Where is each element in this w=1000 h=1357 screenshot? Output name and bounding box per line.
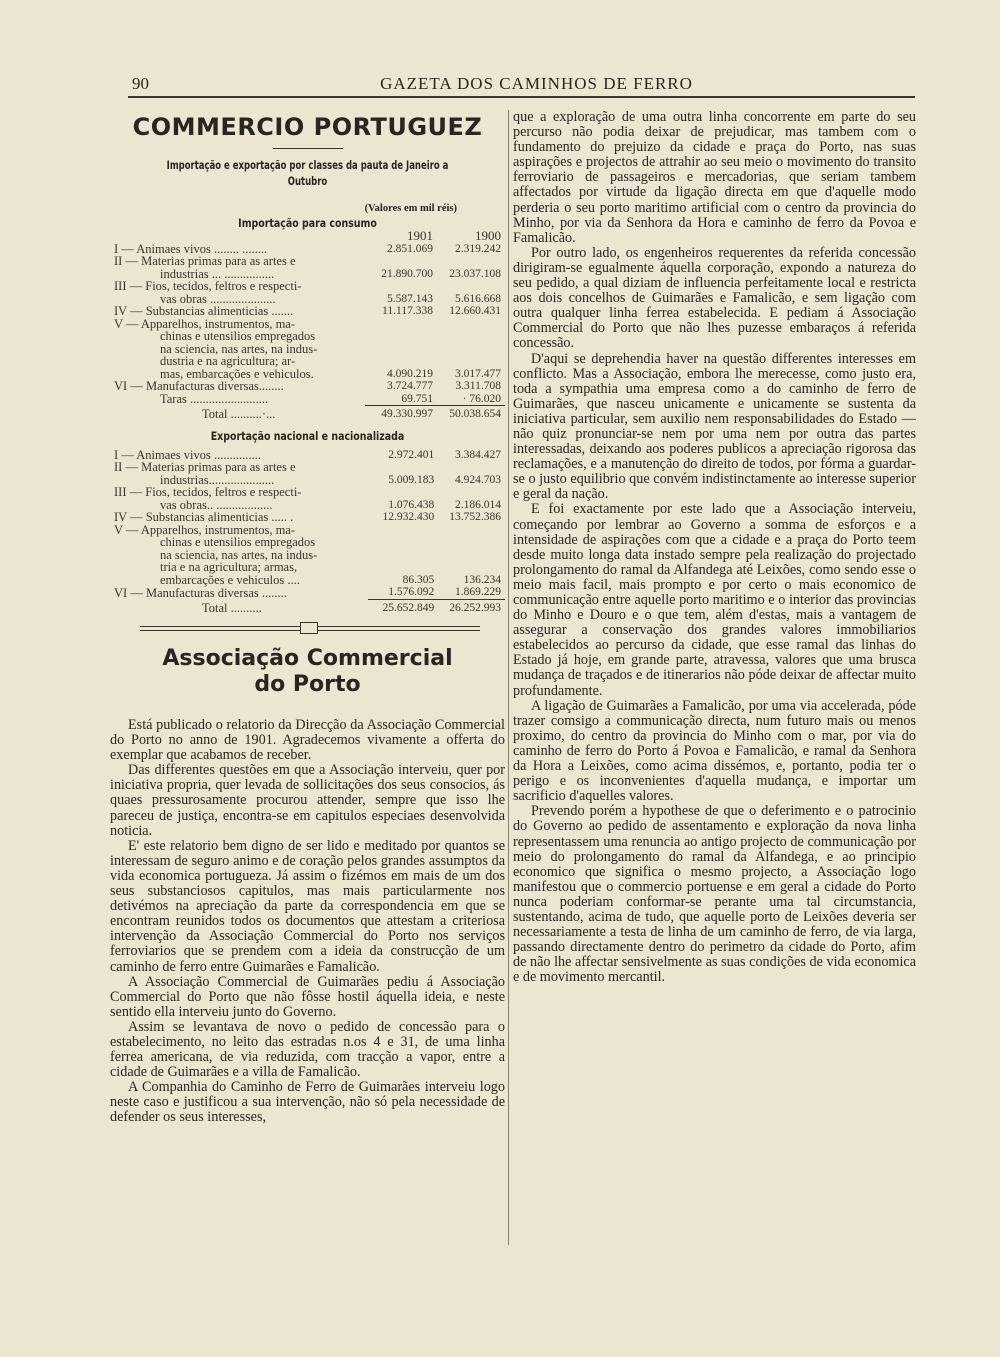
value-1901 [365, 343, 433, 356]
class-number: III — [114, 279, 143, 293]
value-1901: 1.576.092 [388, 586, 435, 598]
paragraph: A Companhia do Caminho de Ferro de Guimarães interveiu logo neste caso e justificou a sua intervenção, não só pela necessidade de defender os seus interesses, [110, 1079, 505, 1126]
value-1900: 3.384.427 [455, 448, 501, 461]
class-label: Fios, tecidos, feltros e respecti- [145, 485, 302, 499]
paragraph: A Associação Commercial de Guimarães pediu á Associação Commercial do Porto que não fôsse hostil áquella ideia, e neste sentido ella interveiu junto do Governo. [110, 973, 505, 1020]
value-1901 [368, 536, 435, 549]
right-column [513, 110, 916, 985]
class-label: Animaes vivos ........ ........ [136, 241, 268, 256]
value-1900: 4.924.703 [455, 473, 501, 486]
year-1900: 1900 [475, 228, 501, 243]
column-divider [508, 110, 509, 1245]
paragraph: Por outro lado, os engenheiros requerentes da referida concessão dirigiram-se egualmente áquella corporação, expondo a natureza do seu pedido, a qual diziam de influencia perfeitamente local e restricta aos dois concelhos de Guimarães e Famalicão, e sem ligação com outra qualquer linha ferrea estabelecida. E pediam á Associação Commercial do Porto que não lhes puzesse embaraços á referida concessão. [513, 244, 916, 352]
value-1900: 5.616.668 [455, 292, 501, 305]
class-label: industrias..................... [160, 472, 275, 487]
value-1901 [365, 355, 433, 368]
table-row [110, 586, 505, 599]
paragraph: E' este relatorio bem digno de ser lido e meditado por quantos se interessam de seguro animo e de coração pelos grandes assumptos da vida economica portugueza. Já assim o fizémos em mais de um dos seus substanciosos capitulos, mas mais particularmente nos detivémos na apreciação da parte da correspondencia em que se encontram reunidos todos os documentos que attestam a criteriosa intervenção da Associação Commercial do Porto nos serviços ferroviarios que se prendem com a ideia da construcção de um caminho de ferro entre Guimarães e Famalicão. [110, 837, 505, 975]
associacao-title-line1: Associação Commercial [162, 646, 453, 671]
total-row [110, 599, 505, 614]
class-label: Apparelhos, instrumentos, ma- [140, 522, 296, 537]
class-number: I — [114, 447, 134, 462]
value-1900 [433, 318, 505, 331]
class-number: VI — [114, 379, 143, 393]
total-1900: 50.038.654 [433, 406, 505, 421]
class-label: embarcações e vehiculos .... [160, 572, 300, 587]
import-table [110, 230, 505, 421]
class-label: Fios, tecidos, feltros e respecti- [145, 279, 302, 293]
left-column [110, 110, 505, 1126]
export-heading: Exportação nacional e nacionalizada [210, 428, 405, 443]
import-heading: Importação para consumo [238, 216, 377, 230]
value-1900 [433, 343, 505, 356]
units-note: (Valores em mil réis) [364, 203, 457, 214]
value-1900: 2.319.242 [455, 242, 501, 255]
class-number: V — [114, 316, 139, 331]
value-1901: 21.890.700 [381, 267, 433, 280]
paragraph: Está publicado o relatorio da Direcção da Associação Commercial do Porto no anno de 1901. Agradecemos vivamente a offerta do exemplar que acabamos de receber. [110, 717, 505, 764]
class-label: Manufacturas diversas........ [145, 379, 284, 393]
class-label: chinas e utensilios empregados [160, 535, 316, 549]
class-label: na sciencia, nas artes, na indus- [160, 341, 318, 356]
class-label: Materias primas para as artes e [141, 460, 296, 474]
value-1900: 23.037.108 [449, 267, 501, 280]
value-1901 [365, 280, 433, 293]
total-label: Total ..........·... [202, 407, 276, 421]
class-label: Apparelhos, instrumentos, ma- [140, 316, 296, 331]
value-1901: 11.117.338 [382, 305, 433, 317]
value-1901: 1.076.438 [388, 498, 435, 511]
class-label: chinas e utensilios empregados [160, 329, 316, 343]
value-1901 [368, 549, 435, 562]
class-number: V — [114, 522, 139, 537]
class-number: I — [114, 241, 134, 256]
class-label: na sciencia, nas artes, na indus- [160, 547, 318, 562]
ornament-icon [300, 622, 318, 634]
class-number: II — [114, 460, 138, 474]
total-1900: 26.252.993 [434, 599, 505, 614]
value-1901 [368, 461, 435, 474]
value-1901 [365, 330, 433, 343]
year-1901: 1901 [407, 228, 433, 243]
value-1901: 2.972.401 [388, 448, 435, 461]
paragraph: Assim se levantava de novo o pedido de concessão para o estabelecimento, no leito das estradas n.os 4 e 31, de uma linha ferrea americana, de via reduzida, com tracção a vapor, entre a cidade de Guimarães e a villa de Famalicão. [110, 1018, 505, 1081]
value-1900: 3.311.708 [455, 380, 501, 392]
paragraph: E foi exactamente por este lado que a Associação interveiu, começando por lembrar ao Governo a somma de esforços e a intensidade de aspirações com que a cidade e a praça do Porto teem desde muito longa data instado sempre pela realização do projectado prolongamento do ramal da Alfandega até Leixões, como sendo esse o meio mais facil, mais prompto e por certo o mais economico de communicação entre aquelle porto maritimo e o interior das provincias do Minho e Douro e o que tem, além d'estas, mais a vantagem de assegurar a conservação dos grandes valores immobiliarios estabelecidos ao percurso da cidade, que esse ramal das linhas do Estado já hoje, em grande parte, atravessa, valores que uma brusca mudança de traçados e de itinerarios não póde deixar de affectar muito profundamente. [513, 501, 916, 699]
table-row [110, 574, 505, 587]
value-1901 [368, 524, 435, 537]
value-1900 [434, 549, 505, 562]
class-label: mas, embarcações e vehiculos. [160, 366, 314, 381]
paragraph: Prevendo porém a hypothese de que o deferimento e o patrocinio do Governo ao pedido de assentamento e exploração da nova linha representassem uma renuncia ao antigo projecto de communicação por meio do prolongamento do ramal da Alfandega, e ao principio economico que significa o mesmo projecto, a Associação logo manifestou que o commercio portuense e em geral a cidade do Porto nunca poderiam conformar-se perante uma tal circumstancia, sustentando, acima de tudo, que aquelle porto de Leixões deveria ser necessariamente a testa de linha de um caminho de ferro, de via larga, passando directamente dentro do perimetro da cidade do Porto, afim de não lhe affectar sensivelmente as suas condições de vida economica e de movimento mercantil. [513, 803, 916, 986]
total-label: Total .......... [202, 600, 262, 615]
value-1901: 5.587.143 [387, 292, 433, 305]
value-1900: 1.869.229 [455, 586, 501, 598]
value-1901 [365, 318, 433, 331]
value-1901: 2.851.069 [387, 242, 433, 255]
value-1901: 3.724.777 [387, 380, 433, 392]
value-1900: · 76.020 [462, 392, 501, 405]
value-1901 [365, 255, 433, 268]
row-label [110, 574, 368, 587]
value-1901 [368, 486, 435, 499]
value-1900 [434, 461, 505, 474]
commercio-title: COMMERCIO PORTUGUEZ [132, 113, 483, 141]
value-1900: 2.186.014 [455, 498, 501, 511]
value-1900 [433, 280, 505, 293]
associacao-right-text [513, 110, 916, 985]
class-number: IV — [114, 304, 143, 318]
title-rule [273, 148, 343, 149]
class-number: VI — [114, 585, 143, 600]
class-label: tria e na agricultura; armas, [160, 560, 298, 574]
class-label: Materias primas para as artes e [141, 254, 296, 268]
class-label: vas obras ..................... [160, 291, 276, 306]
associacao-title-line2: do Porto [254, 672, 361, 697]
table-row [110, 393, 505, 406]
value-1901: 4.090.219 [387, 367, 433, 380]
value-1900 [434, 561, 505, 574]
class-label: Animaes vivos ............... [136, 447, 261, 462]
associacao-left-text [110, 718, 505, 1126]
class-label: industrias ... ................ [160, 266, 275, 281]
class-number: III — [114, 485, 143, 499]
value-1900 [434, 524, 505, 537]
class-number: II — [114, 254, 138, 268]
class-label: dustria e na agricultura; ar- [160, 354, 296, 368]
row-label [110, 393, 365, 406]
total-1901: 25.652.849 [368, 599, 435, 614]
page-number: 90 [132, 74, 149, 93]
class-label: Substancias alimenticias ..... . [145, 510, 294, 524]
associacao-title [110, 646, 505, 698]
class-label: Manufacturas diversas ........ [145, 585, 287, 600]
paragraph: que a exploração de uma outra linha concorrente em parte do seu percurso não podia deixar de prejudicar, mas tambem com o fundamento do prejuizo da cidade e praça do Porto, nas suas aspirações e projectos de attrahir ao seu meio o movimento do transito ferroviario de passageiros e mercadorias, que seriam tambem affectados por virtude da ligação directa em que d'aquelle modo perderia o seu porto maritimo artificial com o centro da provincia do Minho, por via da Senhora da Hora e caminho de ferro da Povoa e Famalicão. [513, 109, 916, 246]
paragraph: D'aqui se deprehendia haver na questão differentes interesses em conflicto. Mas a Associação, embora lhe merecesse, como justo era, toda a sympathia uma empresa como a do caminho de ferro de Guimarães, que nasceu unicamente e unicamente se sustenta da iniciativa particular, sem auxilio nem responsabilidades do Estado — não quiz pronunciar-se nem por uma nem por outra das partes interessadas, deixando aos poderes publicos a apreciação rigorosa das reclamações, e a manutenção do direito de todos, por fórma a guardar-se o justo equilibrio que convém indistinctamente ao interesse superior e geral da nação. [513, 350, 916, 503]
table-row [110, 380, 505, 393]
value-1900: 3.017.477 [455, 367, 501, 380]
class-label: Substancias alimenticias ....... [145, 304, 294, 318]
row-label [110, 380, 365, 393]
value-1900 [434, 536, 505, 549]
page-header [128, 72, 915, 98]
value-1901: 69.751 [401, 392, 433, 405]
paragraph: A ligação de Guimarães a Famalicão, por uma via accelerada, póde trazer comsigo a communicação directa, num futuro mais ou menos proximo, do centro da provincia do Minho com o mar, por via do caminho de ferro do Porto á Povoa e Famalicão, e ramal da Senhora da Hora a Leixões, como acima dissémos, e, portanto, podia ter o perigo e os inconvenientes d'aquella mudança, e importar um sacrificio d'aquelles valores. [513, 697, 916, 805]
value-1900: 13.752.386 [449, 511, 501, 523]
class-label: Taras ......................... [160, 392, 269, 406]
total-1901: 49.330.997 [365, 406, 433, 421]
section-ornament [140, 622, 480, 636]
class-label: vas obras.. .................. [160, 497, 273, 512]
value-1900: 12.660.431 [449, 305, 501, 317]
total-row [110, 406, 505, 421]
row-label [110, 586, 368, 599]
export-table [110, 449, 505, 615]
value-1901: 12.932.430 [382, 511, 435, 523]
paragraph: Das differentes questões em que a Associação interveiu, quer por iniciativa propria, quer levada de sollicitações dos seus consocios, ás quaes pressurosamente procurou attender, sempre que isso lhe pareceu de justiça, encontra-se em capitulos especiaes desenvolvida noticia. [110, 762, 505, 839]
value-1900: 136.234 [463, 573, 501, 586]
value-1901 [368, 561, 435, 574]
value-1900 [433, 355, 505, 368]
value-1900 [433, 330, 505, 343]
value-1900 [433, 255, 505, 268]
running-title: GAZETA DOS CAMINHOS DE FERRO [380, 74, 693, 93]
value-1901: 5.009.183 [388, 473, 435, 486]
commercio-subtitle: Importação e exportação por classes da pauta de Janeiro a Outubro [166, 158, 449, 188]
value-1901: 86.305 [402, 573, 435, 586]
class-number: IV — [114, 510, 143, 524]
value-1900 [434, 486, 505, 499]
